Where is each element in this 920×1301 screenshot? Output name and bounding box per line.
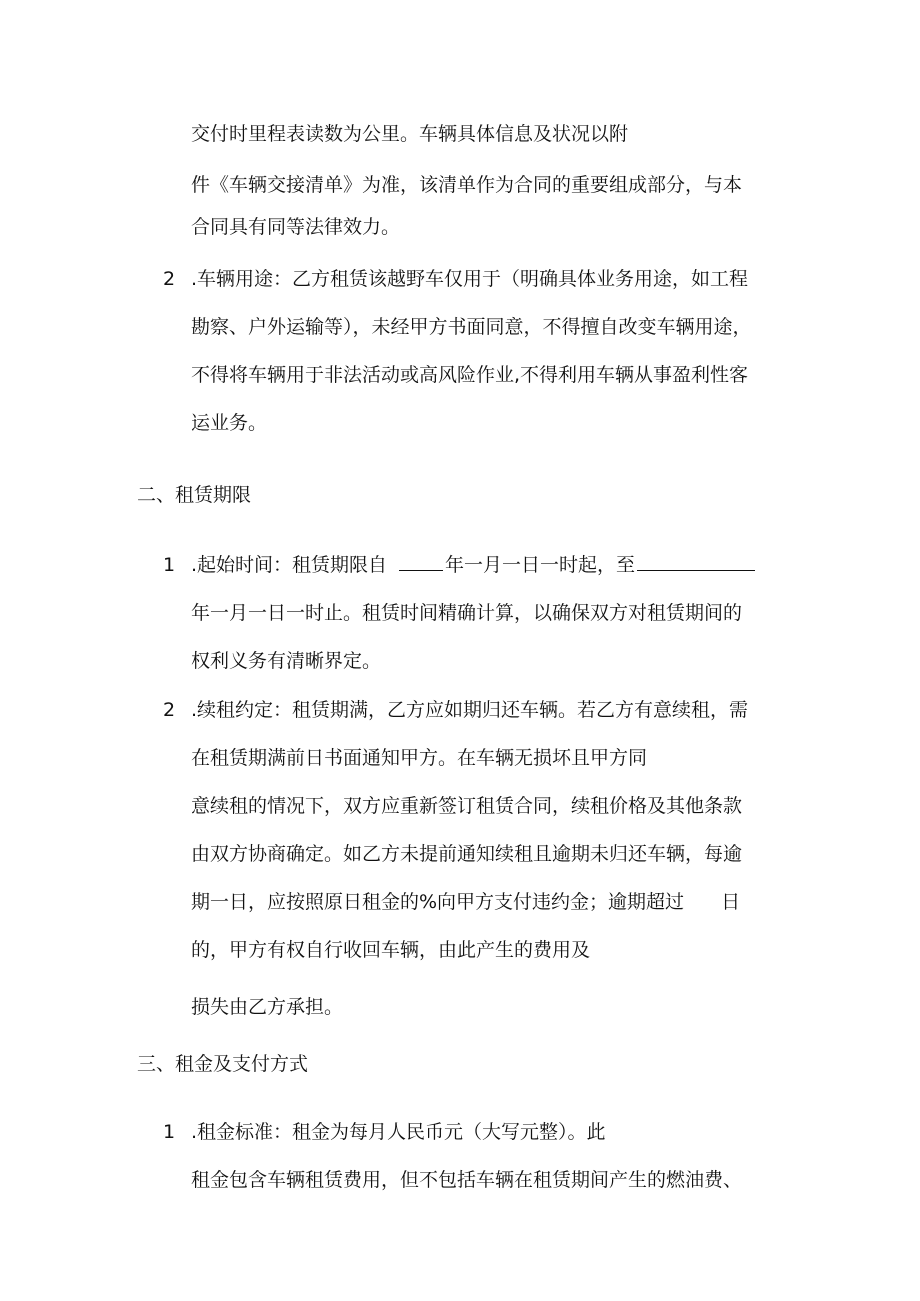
- paragraph-line: .续租约定：租赁期满，乙方应如期归还车辆。若乙方有意续租，需: [191, 699, 749, 721]
- item-number: 2: [163, 699, 176, 721]
- item-number: 1: [163, 1121, 176, 1143]
- item-number: 1: [163, 554, 176, 576]
- paragraph-text: 期一日，应按照原日租金的%向甲方支付违约金；逾期超过: [191, 891, 685, 913]
- paragraph-line: 合同具有同等法律效力。: [191, 216, 401, 238]
- paragraph-line: 租金包含车辆租赁费用，但不包括车辆在租赁期间产生的燃油费、: [191, 1169, 743, 1191]
- paragraph-line: 不得将车辆用于非法活动或高风险作业,不得利用车辆从事盈利性客: [191, 364, 749, 386]
- paragraph-line: 件《车辆交接清单》为准，该清单作为合同的重要组成部分，与本: [191, 174, 743, 196]
- paragraph-line: 意续租的情况下，双方应重新签订租赁合同，续租价格及其他条款: [191, 795, 743, 817]
- paragraph-line: 年一月一日一时止。租赁时间精确计算，以确保双方对租赁期间的: [191, 602, 743, 624]
- paragraph-line: 的，甲方有权自行收回车辆，由此产生的费用及: [191, 939, 591, 961]
- paragraph-line: 在租赁期满前日书面通知甲方。在车辆无损坏且甲方同: [191, 747, 648, 769]
- paragraph-text: 日: [721, 891, 741, 913]
- section-heading: 三、租金及支付方式: [137, 1053, 309, 1075]
- paragraph-text: .起始时间：租赁期限自: [191, 554, 388, 576]
- paragraph-line: [191, 889, 740, 915]
- paragraph-line: 勘察、户外运输等），未经甲方书面同意，不得擅自改变车辆用途，: [191, 316, 752, 338]
- blank-field: [399, 552, 443, 571]
- item-number: 2: [163, 268, 176, 290]
- paragraph-line: .车辆用途：乙方租赁该越野车仅用于（明确具体业务用途，如工程: [191, 268, 749, 290]
- paragraph-line: .租金标准：租金为每月人民币元（大写元整）。此: [191, 1121, 606, 1143]
- blank-field: [637, 552, 755, 571]
- paragraph-line: 运业务。: [191, 412, 268, 434]
- paragraph-line: 权利义务有清晰界定。: [191, 650, 382, 672]
- paragraph-line: [191, 552, 757, 578]
- paragraph-line: 损失由乙方承担。: [191, 996, 344, 1018]
- paragraph-line: 由双方协商确定。如乙方未提前通知续租且逾期未归还车辆，每逾: [191, 843, 743, 865]
- section-heading: 二、租赁期限: [137, 484, 252, 506]
- paragraph-text: 年一月一日一时起，至: [445, 554, 636, 576]
- paragraph-line: 交付时里程表读数为公里。车辆具体信息及状况以附: [191, 123, 629, 145]
